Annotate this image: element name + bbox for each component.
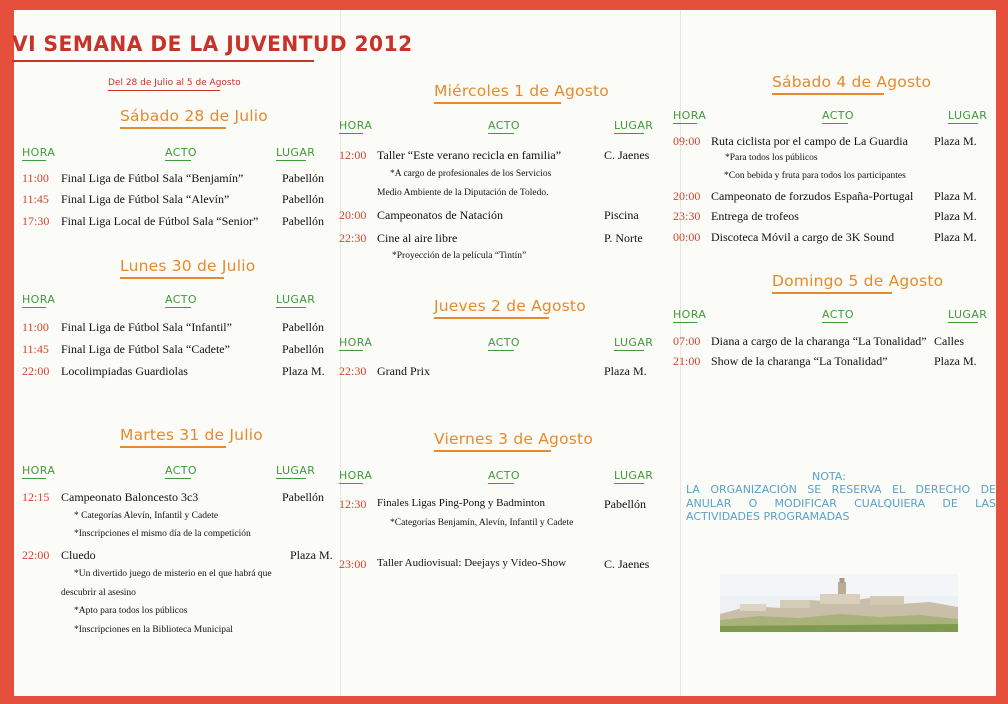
page-title: VI SEMANA DE LA JUVENTUD 2012 xyxy=(12,32,413,56)
day-title-underline xyxy=(120,446,226,448)
event-time: 20:00 xyxy=(339,208,367,222)
header-underline xyxy=(22,307,46,308)
event-act: Show de la charanga “La Tonalidad” xyxy=(711,354,888,368)
header-underline xyxy=(673,123,697,124)
column-header-acto: ACTO xyxy=(822,308,854,321)
header-underline xyxy=(339,350,363,351)
header-underline xyxy=(276,160,306,161)
event-act: Cine al aire libre xyxy=(377,231,458,245)
day-title: Miércoles 1 de Agosto xyxy=(434,82,609,100)
column-header-lugar: LUGAR xyxy=(948,308,988,321)
event-act: Taller Audiovisual: Deejays y Vídeo-Show xyxy=(377,557,567,569)
event-place: Plaza M. xyxy=(282,364,325,378)
title-underline xyxy=(12,60,314,62)
column-header-hora: HORA xyxy=(339,469,373,482)
event-act: Final Liga de Fútbol Sala “Infantil” xyxy=(61,320,232,334)
event-time: 21:00 xyxy=(673,354,701,368)
column-header-hora: HORA xyxy=(339,336,373,349)
fold-line xyxy=(340,10,341,696)
header-underline xyxy=(614,483,644,484)
day-title: Sábado 28 de Julio xyxy=(120,107,268,125)
header-underline xyxy=(339,133,363,134)
day-title-underline xyxy=(772,292,892,294)
day-title-underline xyxy=(434,317,549,319)
column-header-lugar: LUGAR xyxy=(614,469,654,482)
event-act: Final Liga de Fútbol Sala “Benjamín” xyxy=(61,171,244,185)
event-time: 12:15 xyxy=(22,490,50,504)
event-place: Pabellón xyxy=(282,214,324,228)
day-title: Viernes 3 de Agosto xyxy=(434,430,594,448)
event-time: 23:00 xyxy=(339,557,367,571)
column-header-hora: HORA xyxy=(673,109,707,122)
day-title-underline xyxy=(120,277,224,279)
event-act: Cluedo xyxy=(61,548,96,562)
event-time: 12:30 xyxy=(339,497,367,511)
event-place: Plaza M. xyxy=(934,189,977,203)
event-note: *Un divertido juego de misterio en el que habrá que xyxy=(74,569,272,579)
village-photo xyxy=(720,574,958,632)
header-underline xyxy=(488,350,514,351)
event-act: Campeonato de forzudos España-Portugal xyxy=(711,189,914,203)
event-place: Pabellón xyxy=(282,320,324,334)
event-place: P. Norte xyxy=(604,231,643,245)
event-note: *Inscripciones el mismo día de la competición xyxy=(74,529,251,539)
header-underline xyxy=(673,322,697,323)
date-range-subtitle: Del 28 de Julio al 5 de Agosto xyxy=(108,78,241,88)
day-title-underline xyxy=(772,93,884,95)
event-place: Plaza M. xyxy=(934,134,977,148)
event-note: Medio Ambiente de la Diputación de Toledo. xyxy=(377,188,549,198)
nota-text: LA ORGANIZACIÓN SE RESERVA EL DERECHO DE ANULAR O MODIFICAR CUALQUIERA DE LAS ACTIVIDADES PROGRAMADAS xyxy=(686,483,996,523)
header-underline xyxy=(822,322,848,323)
header-underline xyxy=(488,133,514,134)
header-underline xyxy=(165,160,191,161)
event-note: *A cargo de profesionales de los Servicios xyxy=(390,169,552,179)
event-place: C. Jaenes xyxy=(604,148,650,162)
header-underline xyxy=(22,160,46,161)
event-act: Final Liga de Fútbol Sala “Cadete” xyxy=(61,342,230,356)
column-header-acto: ACTO xyxy=(488,119,520,132)
event-place: Pabellón xyxy=(282,171,324,185)
event-act: Campeonato Baloncesto 3c3 xyxy=(61,490,199,504)
event-time: 00:00 xyxy=(673,230,701,244)
event-act: Finales Ligas Ping-Pong y Badminton xyxy=(377,497,546,509)
header-underline xyxy=(22,478,46,479)
header-underline xyxy=(948,123,978,124)
event-place: Plaza M. xyxy=(934,209,977,223)
column-header-lugar: LUGAR xyxy=(276,293,316,306)
header-underline xyxy=(822,123,848,124)
day-title-underline xyxy=(434,450,551,452)
day-title-underline xyxy=(120,127,226,129)
event-act: Grand Prix xyxy=(377,364,430,378)
column-header-acto: ACTO xyxy=(822,109,854,122)
day-title: Jueves 2 de Agosto xyxy=(434,297,586,315)
event-place: Plaza M. xyxy=(934,354,977,368)
event-note: *Inscripciones en la Biblioteca Municipal xyxy=(74,625,233,635)
event-act: Taller “Este verano recicla en familia” xyxy=(377,148,562,162)
event-time: 12:00 xyxy=(339,148,367,162)
event-place: Pabellón xyxy=(282,192,324,206)
header-underline xyxy=(614,133,644,134)
column-header-lugar: LUGAR xyxy=(614,336,654,349)
event-note: *Categorías Benjamín, Alevín, Infantil y Cadete xyxy=(390,518,574,528)
event-place: Piscina xyxy=(604,208,639,222)
column-header-hora: HORA xyxy=(22,293,56,306)
column-header-hora: HORA xyxy=(22,464,56,477)
day-title-underline xyxy=(434,102,561,104)
event-act: Discoteca Móvil a cargo de 3K Sound xyxy=(711,230,895,244)
column-header-lugar: LUGAR xyxy=(614,119,654,132)
event-act: Ruta ciclista por el campo de La Guardia xyxy=(711,134,908,148)
column-header-acto: ACTO xyxy=(488,336,520,349)
event-time: 11:00 xyxy=(22,320,49,334)
event-place: Plaza M. xyxy=(290,548,333,562)
column-header-lugar: LUGAR xyxy=(276,464,316,477)
event-time: 11:45 xyxy=(22,192,49,206)
nota-title: NOTA: xyxy=(812,470,846,483)
event-time: 17:30 xyxy=(22,214,50,228)
event-place: Pabellón xyxy=(282,342,324,356)
column-header-acto: ACTO xyxy=(165,293,197,306)
event-time: 11:00 xyxy=(22,171,49,185)
event-time: 22:00 xyxy=(22,364,50,378)
event-act: Diana a cargo de la charanga “La Tonalidad” xyxy=(711,334,927,348)
event-place: C. Jaenes xyxy=(604,557,650,571)
event-place: Pabellón xyxy=(282,490,324,504)
header-underline xyxy=(948,322,978,323)
event-place: Calles xyxy=(934,334,964,348)
column-header-lugar: LUGAR xyxy=(276,146,316,159)
event-act: Final Liga de Fútbol Sala “Alevín” xyxy=(61,192,230,206)
event-note: *Proyección de la película “Tintín” xyxy=(392,251,527,261)
event-place: Plaza M. xyxy=(934,230,977,244)
day-title: Martes 31 de Julio xyxy=(120,426,263,444)
day-title: Lunes 30 de Julio xyxy=(120,257,256,275)
event-time: 22:30 xyxy=(339,364,367,378)
column-header-hora: HORA xyxy=(22,146,56,159)
column-header-acto: ACTO xyxy=(165,464,197,477)
header-underline xyxy=(488,483,514,484)
column-header-hora: HORA xyxy=(673,308,707,321)
event-act: Final Liga Local de Fútbol Sala “Senior” xyxy=(61,214,259,228)
day-title: Sábado 4 de Agosto xyxy=(772,73,932,91)
event-note: *Para todos los públicos xyxy=(725,153,818,163)
event-note: * Categorías Alevín, Infantil y Cadete xyxy=(74,511,219,521)
header-underline xyxy=(339,483,363,484)
event-note: *Con bebida y fruta para todos los participantes xyxy=(724,171,906,181)
day-title: Domingo 5 de Agosto xyxy=(772,272,944,290)
header-underline xyxy=(276,307,306,308)
header-underline xyxy=(165,307,191,308)
event-time: 11:45 xyxy=(22,342,49,356)
event-time: 23:30 xyxy=(673,209,701,223)
event-act: Locolimpiadas Guardiolas xyxy=(61,364,188,378)
event-act: Entrega de trofeos xyxy=(711,209,799,223)
event-place: Pabellón xyxy=(604,497,646,511)
event-act: Campeonatos de Natación xyxy=(377,208,503,222)
column-header-lugar: LUGAR xyxy=(948,109,988,122)
event-note: descubrir al asesino xyxy=(61,588,136,598)
column-header-hora: HORA xyxy=(339,119,373,132)
event-time: 09:00 xyxy=(673,134,701,148)
event-time: 20:00 xyxy=(673,189,701,203)
event-note: *Apto para todos los públicos xyxy=(74,606,188,616)
event-time: 22:30 xyxy=(339,231,367,245)
subtitle-underline xyxy=(108,90,220,91)
event-place: Plaza M. xyxy=(604,364,647,378)
event-time: 07:00 xyxy=(673,334,701,348)
column-header-acto: ACTO xyxy=(488,469,520,482)
column-header-acto: ACTO xyxy=(165,146,197,159)
header-underline xyxy=(276,478,306,479)
header-underline xyxy=(165,478,191,479)
event-time: 22:00 xyxy=(22,548,50,562)
header-underline xyxy=(614,350,644,351)
